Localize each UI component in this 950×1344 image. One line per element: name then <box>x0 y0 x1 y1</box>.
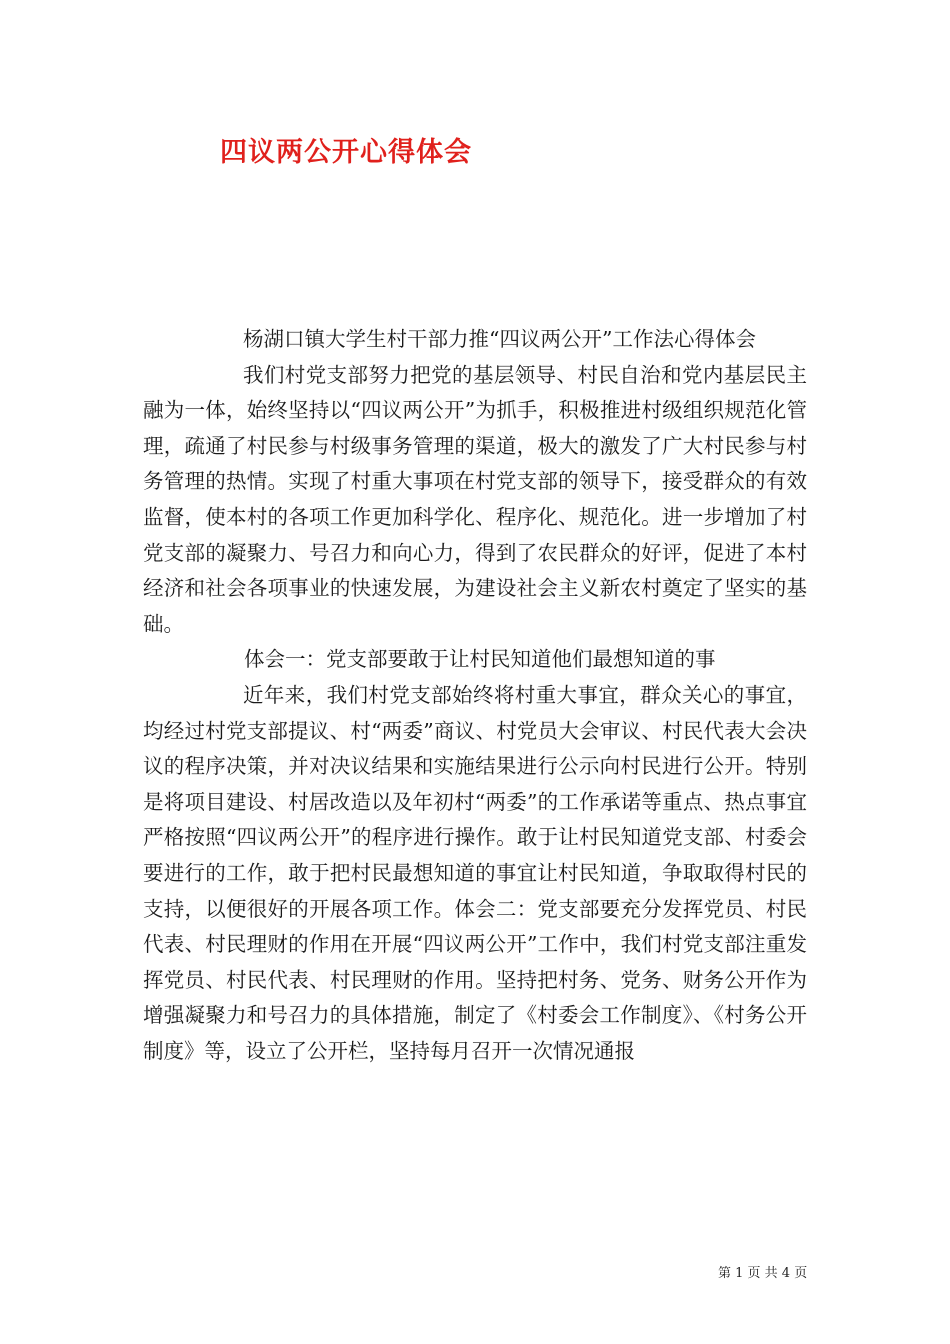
page-number-footer: 第 1 页 共 4 页 <box>718 1266 808 1281</box>
paragraph-intro: 我们村党支部努力把党的基层领导、村民自治和党内基层民主融为一体，始终坚持以“四议两公开”为抓手，积极推进村级组织规范化管理，疏通了村民参与村级事务管理的渠道，极大的激发了广大村民参与村务管理的热情。实现了村重大事项在村党支部的领导下，接受群众的有效监督，使本村的各项工作更加科学化、程序化、规范化。进一步增加了村党支部的凝聚力、号召力和向心力，得到了农民群众的好评，促进了本村经济和社会各项事业的快速发展，为建设社会主义新农村奠定了坚实的基础。 <box>143 362 807 636</box>
document-title: 四议两公开心得体会 <box>220 137 472 168</box>
document-body <box>143 322 807 1069</box>
paragraph-experience-body: 近年来，我们村党支部始终将村重大事宜，群众关心的事宜，均经过村党支部提议、村“两委”商议、村党员大会审议、村民代表大会决议的程序决策，并对决议结果和实施结果进行公示向村民进行公开。特别是将项目建设、村居改造以及年初村“两委”的工作承诺等重点、热点事宜严格按照“四议两公开”的程序进行操作。敢于让村民知道党支部、村委会要进行的工作，敢于把村民最想知道的事宜让村民知道，争取取得村民的支持，以便很好的开展各项工作。体会二：党支部要充分发挥党员、村民代表、村民理财的作用在开展“四议两公开”工作中，我们村党支部注重发挥党员、村民代表、村民理财的作用。坚持把村务、党务、财务公开作为增强凝聚力和号召力的具体措施，制定了《村委会工作制度》、《村务公开制度》等，设立了公开栏，坚持每月召开一次情况通报 <box>143 682 807 1063</box>
section-heading-experience-one: 体会一：党支部要敢于让村民知道他们最想知道的事 <box>244 647 716 672</box>
paragraph-subtitle: 杨湖口镇大学生村干部力推“四议两公开”工作法心得体会 <box>243 327 756 351</box>
